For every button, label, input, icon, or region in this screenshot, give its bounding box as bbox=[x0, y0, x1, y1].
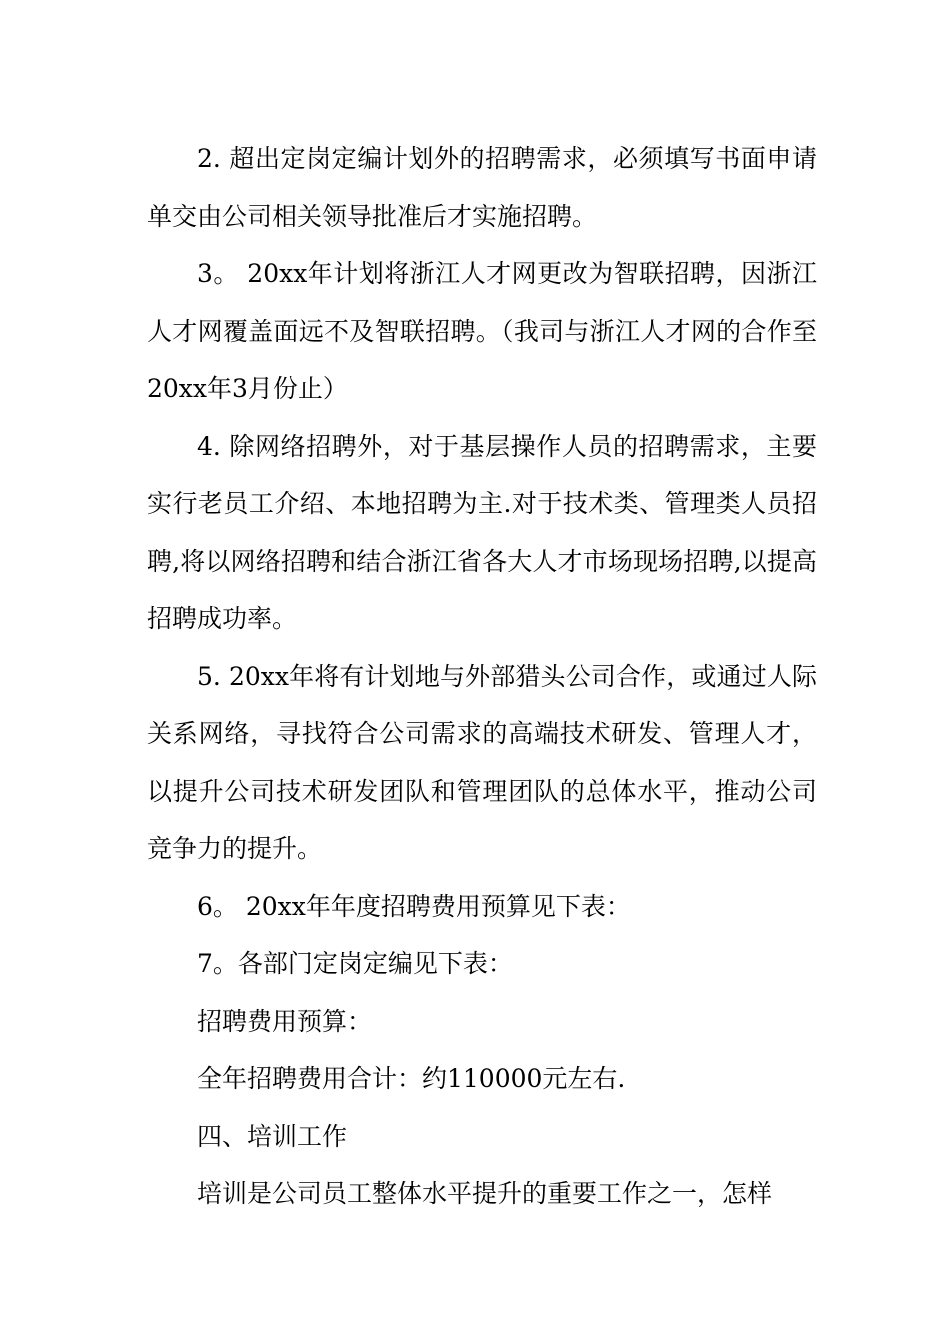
paragraph-recruitment-channels: 4. 除网络招聘外，对于基层操作人员的招聘需求，主要实行老员工介绍、本地招聘为主.对于技术类、管理类人员招聘,将以网络招聘和结合浙江省各大人才市场现场招聘,以提高招聘成功率。 bbox=[147, 431, 817, 633]
document-body bbox=[147, 130, 817, 1223]
paragraph-budget-reference: 6。 20xx年年度招聘费用预算见下表： bbox=[197, 891, 631, 921]
paragraph-recruitment-approval: 2. 超出定岗定编计划外的招聘需求，必须填写书面申请单交由公司相关领导批准后才实施招聘。 bbox=[147, 144, 817, 231]
paragraph-budget-total: 全年招聘费用合计：约110000元左右. bbox=[197, 1064, 626, 1093]
paragraph-staffing-reference: 7。各部门定岗定编见下表： bbox=[197, 949, 513, 978]
section-heading-training: 四、培训工作 bbox=[197, 1121, 348, 1151]
paragraph-training-intro: 培训是公司员工整体水平提升的重要工作之一，怎样 bbox=[197, 1179, 773, 1208]
paragraph-recruitment-website: 3。 20xx年计划将浙江人才网更改为智联招聘，因浙江人才网覆盖面远不及智联招聘。（我司与浙江人才网的合作至20xx年3月份止） bbox=[147, 259, 817, 403]
paragraph-headhunter-cooperation: 5. 20xx年将有计划地与外部猎头公司合作，或通过人际关系网络，寻找符合公司需求的高端技术研发、管理人才，以提升公司技术研发团队和管理团队的总体水平，推动公司竞争力的提升。 bbox=[147, 661, 817, 863]
paragraph-budget-heading: 招聘费用预算： bbox=[197, 1006, 373, 1036]
